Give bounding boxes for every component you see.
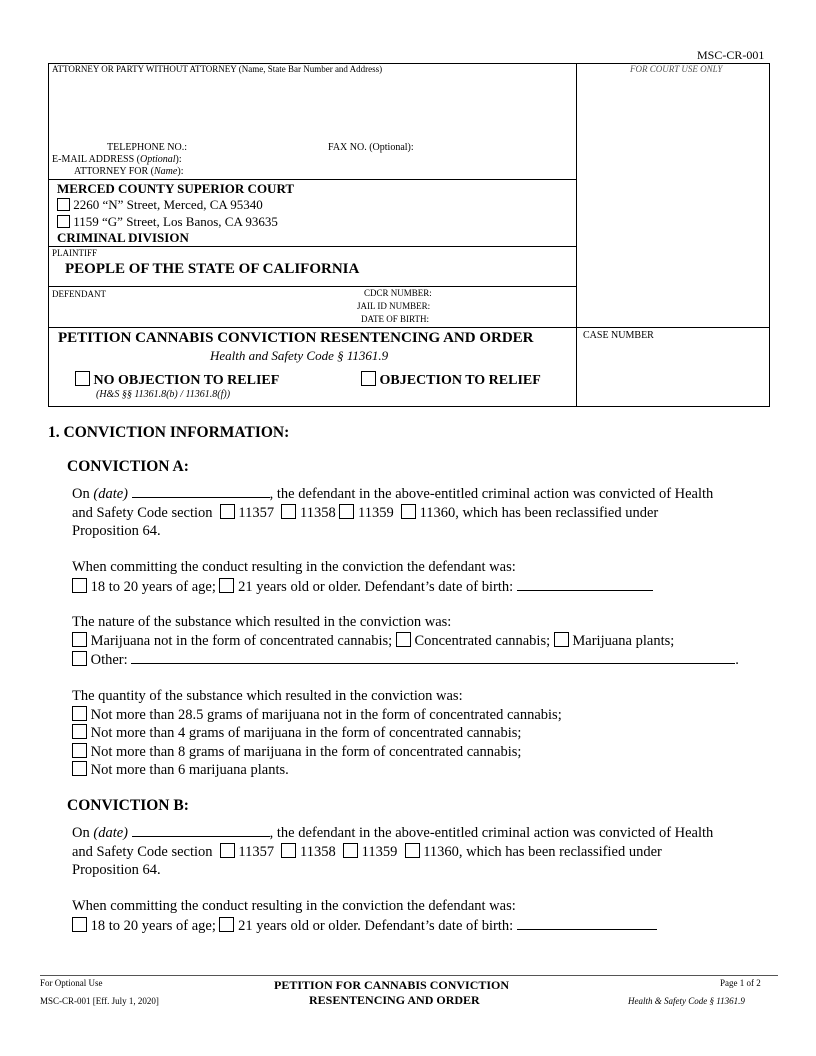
a-age-21-checkbox[interactable] — [219, 578, 234, 593]
a-marijuana-checkbox[interactable] — [72, 632, 87, 647]
no-objection-option: NO OBJECTION TO RELIEF — [75, 371, 279, 389]
conviction-a-statement: On (date) , the defendant in the above-entitled criminal action was convicted of Health and Safety Code section 11357 11358 11359 11360, which has been reclassified under Proposition 64. — [72, 486, 714, 539]
a-11360-checkbox[interactable] — [401, 504, 416, 519]
a-q1-checkbox[interactable] — [72, 706, 87, 721]
court-address-merced: 2260 “N” Street, Merced, CA 95340 — [57, 197, 263, 213]
division: CRIMINAL DIVISION — [57, 230, 189, 245]
a-plants-checkbox[interactable] — [554, 632, 569, 647]
form-number-top: MSC-CR-001 — [697, 48, 765, 62]
a-11357-checkbox[interactable] — [220, 504, 235, 519]
b-11358-checkbox[interactable] — [281, 843, 296, 858]
losbanos-checkbox[interactable] — [57, 215, 70, 228]
conviction-b-statement: On (date) , the defendant in the above-entitled criminal action was convicted of Health and Safety Code section 11357 11358 11359 11360, which has been reclassified under Proposition 64. — [72, 825, 714, 878]
case-number-label: CASE NUMBER — [583, 330, 654, 341]
b-age-18-20-checkbox[interactable] — [72, 917, 87, 932]
caption-divider — [576, 63, 577, 406]
court-address-losbanos: 1159 “G” Street, Los Banos, CA 93635 — [57, 214, 278, 230]
email-label: E-MAIL ADDRESS (Optional): — [52, 154, 182, 165]
conviction-b-heading: CONVICTION B: — [67, 797, 189, 814]
conviction-a-age: When committing the conduct resulting in the conviction the defendant was: 18 to 20 years of age; 21 years old or older. Defendant’s date of birth: — [72, 558, 772, 596]
b-11360-checkbox[interactable] — [405, 843, 420, 858]
b-11357-checkbox[interactable] — [220, 843, 235, 858]
fax-label: FAX NO. (Optional): — [328, 142, 414, 153]
conviction-a-date-field[interactable] — [132, 484, 270, 498]
conviction-a-nature: The nature of the substance which resulted in the conviction was: Marijuana not in the form of concentrated cannabis; Concentrated cannabis; Marijuana plants; Other: . — [72, 614, 739, 668]
merced-checkbox[interactable] — [57, 198, 70, 211]
attorney-header: ATTORNEY OR PARTY WITHOUT ATTORNEY (Name, State Bar Number and Address) — [52, 64, 383, 74]
a-q4-checkbox[interactable] — [72, 761, 87, 776]
conviction-a-heading: CONVICTION A: — [67, 458, 189, 475]
b-age-21-checkbox[interactable] — [219, 917, 234, 932]
a-q3-checkbox[interactable] — [72, 743, 87, 758]
court-name: MERCED COUNTY SUPERIOR COURT — [57, 181, 295, 196]
hs-reference: (H&S §§ 11361.8(b) / 11361.8(f)) — [96, 389, 231, 400]
dob-label: DATE OF BIRTH: — [361, 314, 429, 324]
a-11359-checkbox[interactable] — [339, 504, 354, 519]
court-use-only: FOR COURT USE ONLY — [630, 64, 723, 74]
b-11359-checkbox[interactable] — [343, 843, 358, 858]
cdcr-label: CDCR NUMBER: — [364, 288, 432, 298]
no-objection-checkbox[interactable] — [75, 371, 90, 386]
plaintiff-name: PEOPLE OF THE STATE OF CALIFORNIA — [65, 261, 360, 277]
a-q2-checkbox[interactable] — [72, 724, 87, 739]
footer-optional: For Optional Use — [40, 978, 103, 988]
footer-page: Page 1 of 2 — [720, 978, 761, 988]
a-other-checkbox[interactable] — [72, 651, 87, 666]
attorney-for-label: ATTORNEY FOR (Name): — [74, 166, 184, 177]
a-dob-field[interactable] — [517, 577, 653, 591]
conviction-b-date-field[interactable] — [132, 823, 270, 837]
a-11358-checkbox[interactable] — [281, 504, 296, 519]
petition-title: PETITION CANNABIS CONVICTION RESENTENCING AND ORDER — [58, 330, 534, 346]
petition-code: Health and Safety Code § 11361.9 — [210, 348, 389, 363]
a-concentrated-checkbox[interactable] — [396, 632, 411, 647]
objection-checkbox[interactable] — [361, 371, 376, 386]
plaintiff-label: PLAINTIFF — [52, 248, 98, 258]
conviction-a-quantity: The quantity of the substance which resulted in the conviction was: Not more than 28.5 grams of marijuana not in the form of concentrated cannabis; Not more than 4 grams of marijuana in the form of concentrated cannabis; Not more than 8 grams of marijuana in the form of concentrated cannabis; Not more than 6 marijuana plants. — [72, 688, 562, 778]
conviction-b-age: When committing the conduct resulting in the conviction the defendant was: 18 to 20 years of age; 21 years old or older. Defendant’s date of birth: — [72, 897, 772, 935]
a-other-field[interactable] — [131, 650, 735, 664]
footer-rule — [40, 975, 778, 976]
footer-code: Health & Safety Code § 11361.9 — [628, 996, 745, 1006]
footer-form-eff: MSC-CR-001 [Eff. July 1, 2020] — [40, 996, 159, 1006]
section-heading: 1. CONVICTION INFORMATION: — [48, 424, 290, 441]
jail-label: JAIL ID NUMBER: — [357, 301, 431, 311]
b-dob-field[interactable] — [517, 916, 657, 930]
objection-option: OBJECTION TO RELIEF — [361, 371, 541, 389]
telephone-label: TELEPHONE NO.: — [107, 142, 187, 153]
a-age-18-20-checkbox[interactable] — [72, 578, 87, 593]
defendant-label: DEFENDANT — [52, 289, 106, 299]
footer-title-2: RESENTENCING AND ORDER — [309, 993, 480, 1007]
footer-title-1: PETITION FOR CANNABIS CONVICTION — [274, 978, 510, 992]
